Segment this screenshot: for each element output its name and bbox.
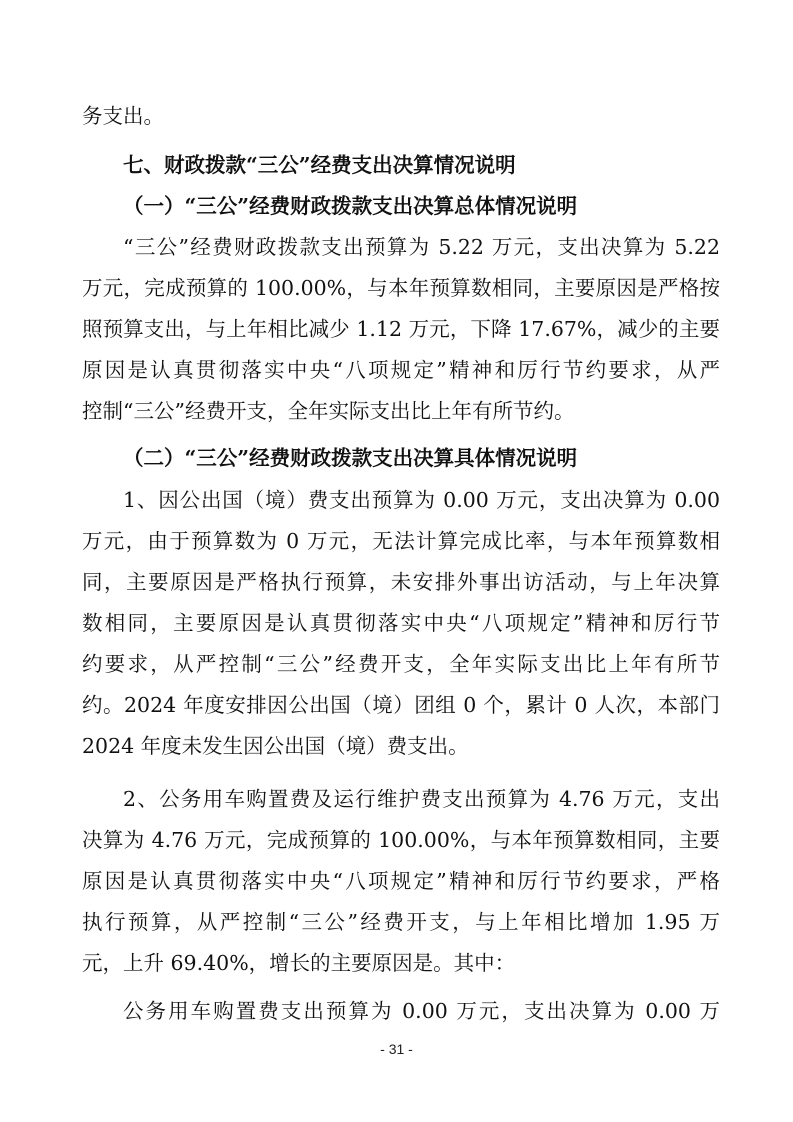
paragraph-line: 万元，完成预算的 100.00%，与本年预算数相同，主要原因是严格按 bbox=[82, 276, 720, 300]
paragraph-line: 同，主要原因是严格执行预算，未安排外事出访活动，与上年决算 bbox=[82, 570, 720, 594]
paragraph-line: 2、公务用车购置费及运行维护费支出预算为 4.76 万元，支出 bbox=[123, 787, 720, 811]
paragraph-line: 执行预算，从严控制“三公”经费开支，与上年相比增加 1.95 万 bbox=[82, 910, 720, 934]
paragraph-line: 原因是认真贯彻落实中央“八项规定”精神和厉行节约要求，严格 bbox=[82, 869, 720, 893]
paragraph-continuation: 务支出。 bbox=[82, 104, 164, 128]
paragraph-line: 万元，由于预算数为 0 万元，无法计算完成比率，与本年预算数相 bbox=[82, 529, 720, 553]
subsection-heading-2: （二）“三公”经费财政拨款支出决算具体情况说明 bbox=[123, 446, 578, 470]
paragraph-line: 原因是认真贯彻落实中央“八项规定”精神和厉行节约要求，从严 bbox=[82, 358, 720, 382]
subsection-heading-1: （一）“三公”经费财政拨款支出决算总体情况说明 bbox=[123, 194, 578, 218]
paragraph-line: “三公”经费财政拨款支出预算为 5.22 万元，支出决算为 5.22 bbox=[123, 235, 720, 259]
paragraph-line: 2024 年度未发生因公出国（境）费支出。 bbox=[82, 734, 469, 758]
paragraph-line: 元，上升 69.40%，增长的主要原因是。其中： bbox=[82, 951, 516, 975]
paragraph-line: 约要求，从严控制“三公”经费开支，全年实际支出比上年有所节 bbox=[82, 652, 720, 676]
paragraph-line: 决算为 4.76 万元，完成预算的 100.00%，与本年预算数相同，主要 bbox=[82, 828, 720, 852]
paragraph-line: 1、因公出国（境）费支出预算为 0.00 万元，支出决算为 0.00 bbox=[123, 488, 720, 512]
paragraph-line: 公务用车购置费支出预算为 0.00 万元，支出决算为 0.00 万 bbox=[123, 999, 720, 1023]
paragraph-line: 照预算支出，与上年相比减少 1.12 万元，下降 17.67%，减少的主要 bbox=[82, 317, 720, 341]
paragraph-line: 数相同，主要原因是认真贯彻落实中央“八项规定”精神和厉行节 bbox=[82, 611, 720, 635]
paragraph-line: 控制“三公”经费开支，全年实际支出比上年有所节约。 bbox=[82, 399, 575, 423]
paragraph-line: 约。2024 年度安排因公出国（境）团组 0 个，累计 0 人次，本部门 bbox=[82, 693, 720, 717]
page-number: - 31 - bbox=[380, 1041, 413, 1057]
section-heading: 七、财政拨款“三公”经费支出决算情况说明 bbox=[123, 153, 516, 177]
